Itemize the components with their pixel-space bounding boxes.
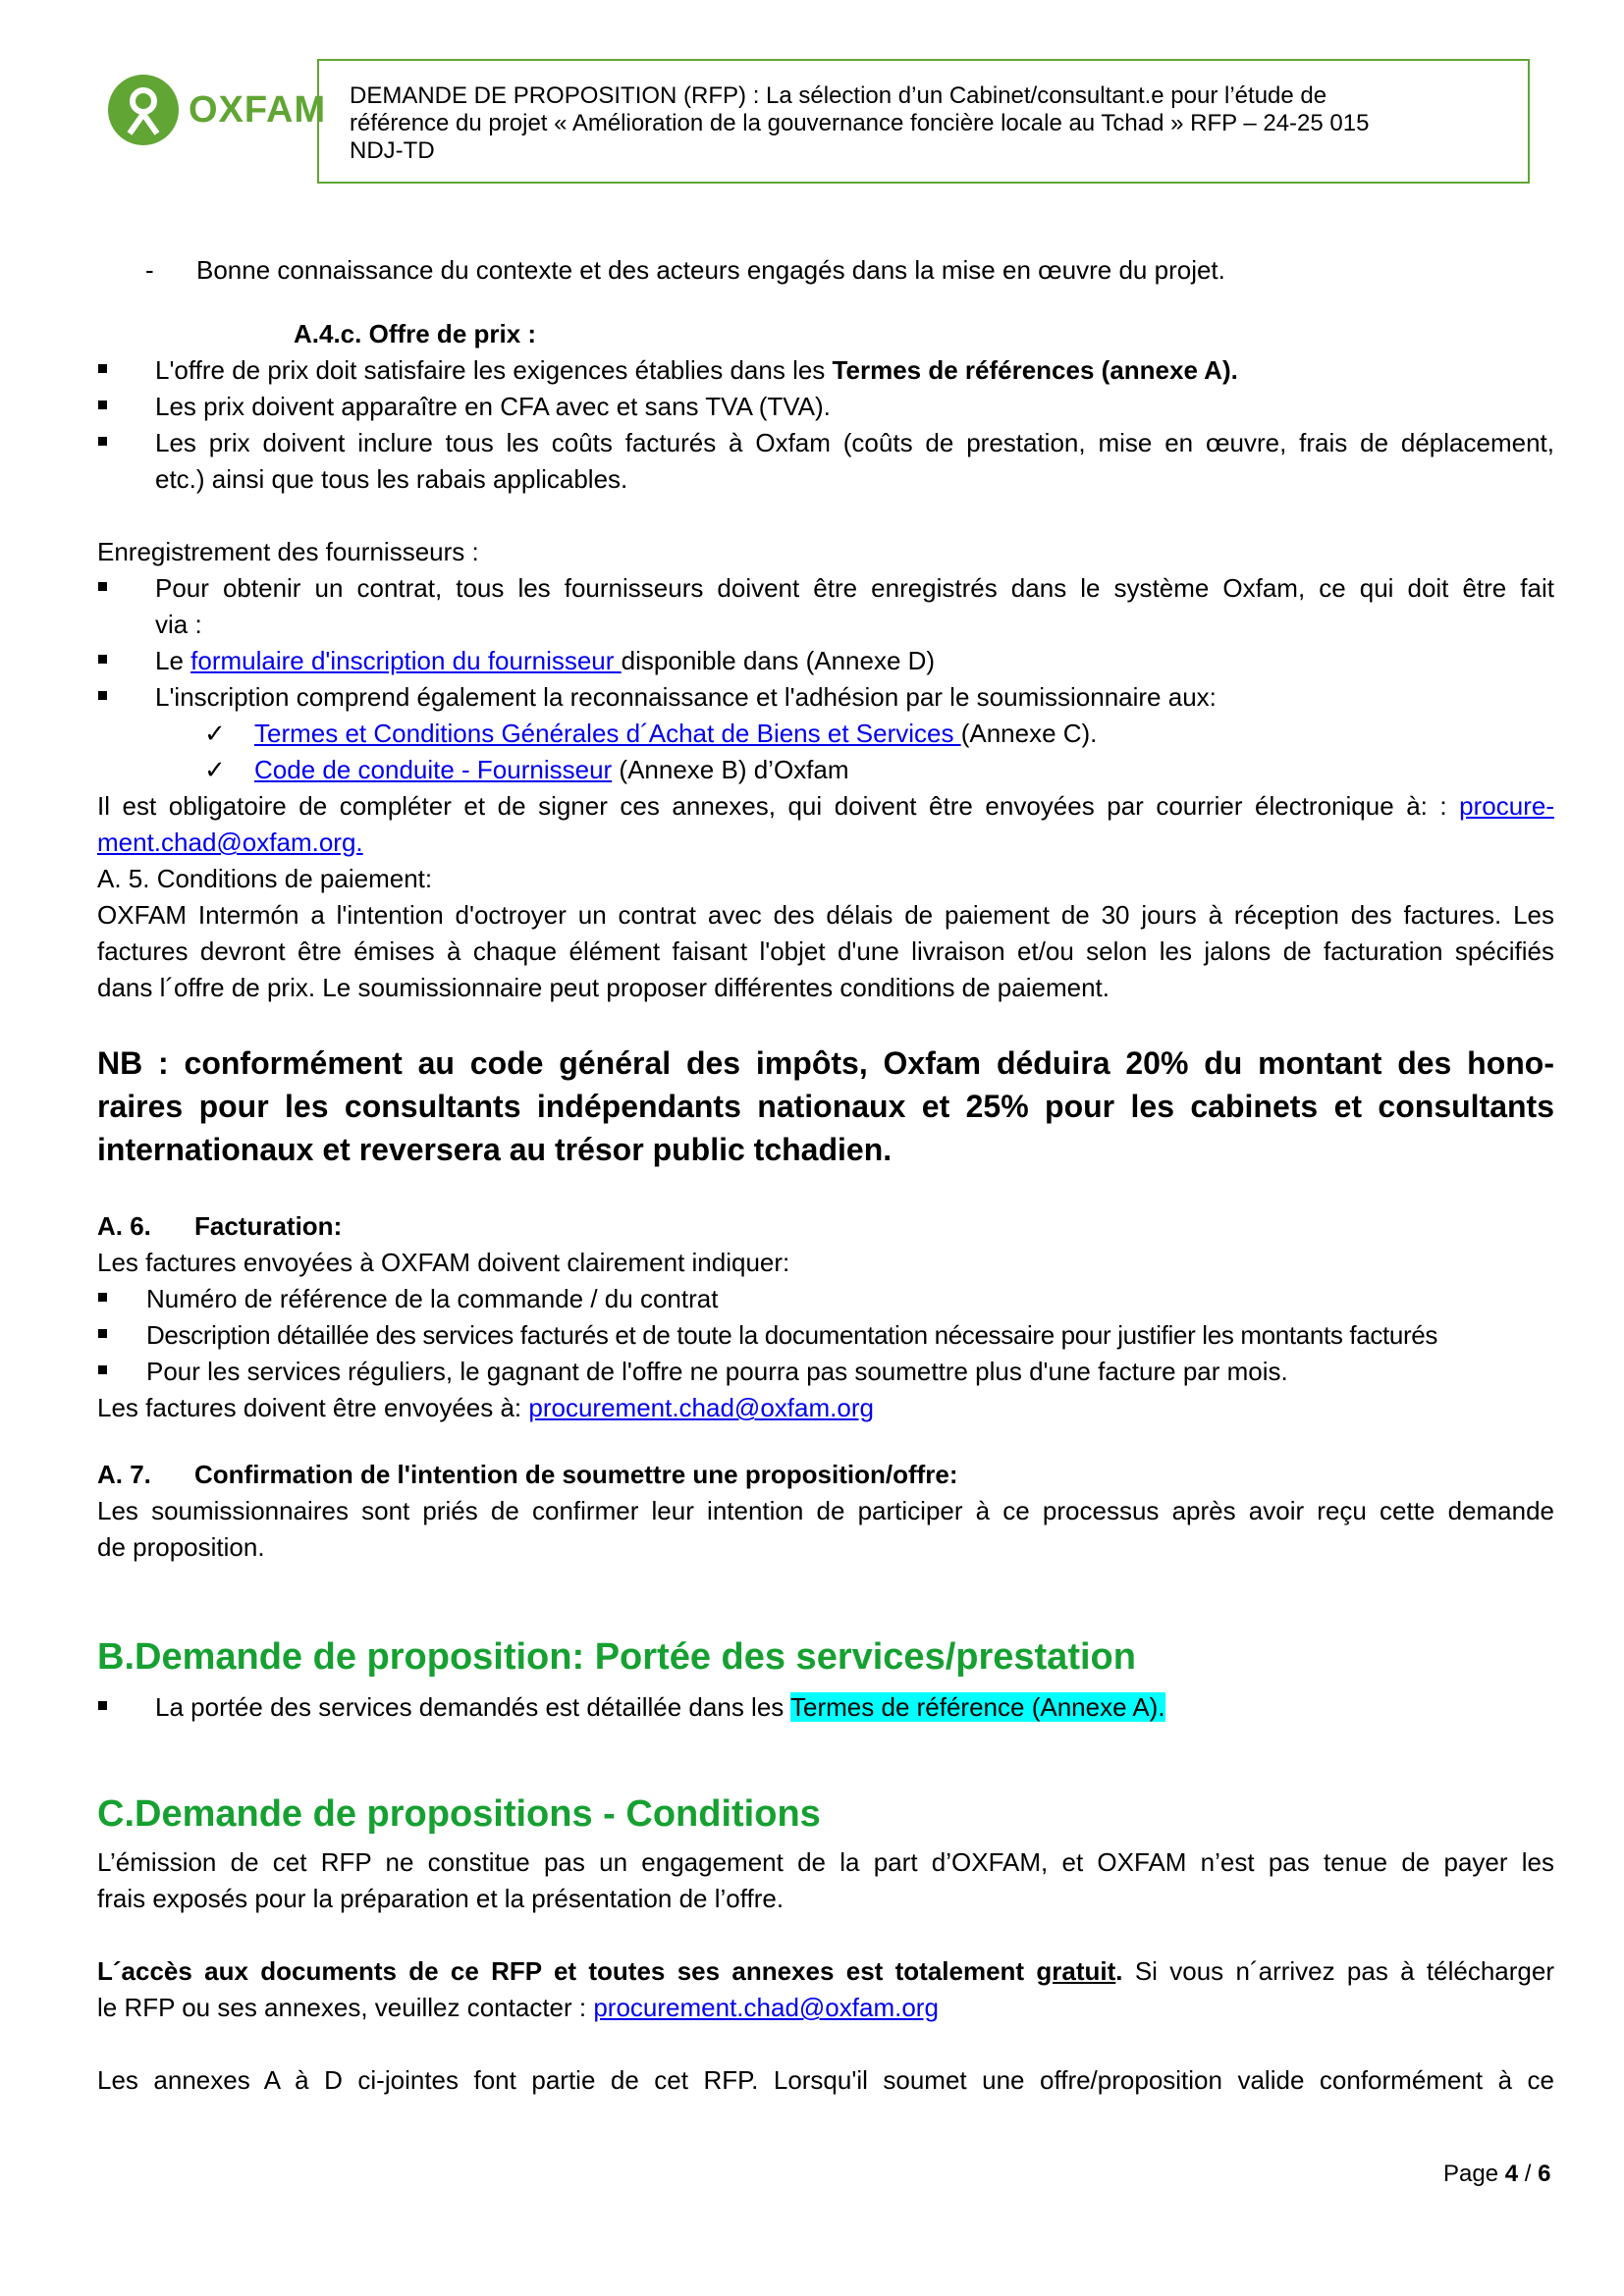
checkmark-icon: ✓ bbox=[204, 719, 226, 748]
invoicing-number: A. 6. bbox=[97, 1211, 151, 1241]
header-line-1: DEMANDE DE PROPOSITION (RFP) : La sélection d’un Cabinet/consultant.e pour l’étude de bbox=[350, 82, 1327, 109]
section-c-p1-line-2: frais exposés pour la préparation et la présentation de l’offre. bbox=[97, 1884, 785, 1913]
contact-email-link[interactable]: procurement.chad@oxfam.org bbox=[593, 1993, 939, 2022]
header-line-3: NDJ-TD bbox=[350, 137, 435, 164]
page-number: Page 4 / 6 bbox=[1443, 2161, 1551, 2187]
bullet bbox=[98, 364, 107, 373]
supplier-form-link[interactable]: formulaire d'inscription du fournisseur bbox=[190, 646, 622, 675]
registration-bullet-1-line-1: Pour obtenir un contrat, tous les fournisseurs doivent être enregistrés dans le système Oxfam, ce qui doit être fait bbox=[155, 573, 1554, 603]
code-of-conduct-link[interactable]: Code de conduite - Fournisseur bbox=[254, 755, 613, 784]
terms-conditions-link[interactable]: Termes et Conditions Générales d´Achat de Biens et Services bbox=[254, 719, 961, 748]
offre-heading: A.4.c. Offre de prix : bbox=[294, 319, 537, 348]
nb-line-1: NB : conformément au code général des impôts, Oxfam déduira 20% du montant des hono- bbox=[97, 1045, 1554, 1081]
document-header bbox=[317, 59, 1530, 184]
invoicing-send: Les factures doivent être envoyées à: procurement.chad@oxfam.org bbox=[97, 1393, 874, 1422]
highlighted-reference: Termes de référence (Annexe A). bbox=[790, 1692, 1165, 1722]
section-b-heading: B.Demande de proposition: Portée des services/prestation bbox=[97, 1636, 1136, 1678]
payment-title: A. 5. Conditions de paiement: bbox=[97, 864, 433, 893]
offre-bullet-3-line-1: Les prix doivent inclure tous les coûts facturés à Oxfam (coûts de prestation, mise en œuvre, frais de déplacement, bbox=[155, 428, 1554, 457]
bullet bbox=[98, 691, 107, 700]
registration-bullet-1-line-2: via : bbox=[155, 610, 202, 639]
check-item-2: Code de conduite - Fournisseur (Annexe B) d’Oxfam bbox=[254, 755, 849, 784]
nb-line-3: internationaux et reversera au trésor public tchadien. bbox=[97, 1132, 893, 1167]
payment-line-2: factures devront être émises à chaque élément faisant l'objet d'une livraison et/ou selon les jalons de facturation spécifiés bbox=[97, 936, 1554, 966]
confirmation-line-2: de proposition. bbox=[97, 1532, 265, 1562]
header-line-2: référence du projet « Amélioration de la gouvernance foncière locale au Tchad » RFP – 24-25 015 bbox=[350, 110, 1370, 136]
check-item-1: Termes et Conditions Générales d´Achat de Biens et Services (Annexe C). bbox=[254, 719, 1098, 748]
procurement-email-link-part-2[interactable]: ment.chad@oxfam.org. bbox=[97, 828, 363, 857]
checkmark-icon: ✓ bbox=[204, 755, 226, 784]
bullet bbox=[98, 655, 107, 664]
confirmation-title: Confirmation de l'intention de soumettre une proposition/offre: bbox=[194, 1460, 958, 1489]
nb-line-2: raires pour les consultants indépendants nationaux et 25% pour les cabinets et consultants bbox=[97, 1089, 1554, 1124]
payment-line-1: OXFAM Intermón a l'intention d'octroyer un contrat avec des délais de paiement de 30 jours à réception des factures. Les bbox=[97, 900, 1554, 930]
invoicing-email-link[interactable]: procurement.chad@oxfam.org bbox=[528, 1393, 874, 1422]
offre-bullet-3-line-2: etc.) ainsi que tous les rabais applicables. bbox=[155, 464, 628, 494]
section-c-p2-line-2: le RFP ou ses annexes, veuillez contacter : procurement.chad@oxfam.org bbox=[97, 1993, 939, 2022]
procurement-email-link-part-1[interactable]: procure- bbox=[1459, 791, 1554, 821]
invoicing-intro: Les factures envoyées à OXFAM doivent clairement indiquer: bbox=[97, 1248, 790, 1277]
oxfam-logo bbox=[108, 75, 326, 145]
bullet bbox=[98, 1293, 107, 1302]
bullet bbox=[98, 582, 107, 591]
section-b-bullet: La portée des services demandés est détaillée dans les Termes de référence (Annexe A). bbox=[155, 1692, 1165, 1722]
confirmation-number: A. 7. bbox=[97, 1460, 151, 1489]
payment-line-3: dans l´offre de prix. Le soumissionnaire peut proposer différentes conditions de paiement. bbox=[97, 973, 1110, 1002]
registration-bullet-3: L'inscription comprend également la reconnaissance et l'adhésion par le soumissionnaire aux: bbox=[155, 682, 1217, 712]
invoicing-bullet-3: Pour les services réguliers, le gagnant de l'offre ne pourra pas soumettre plus d'une facture par mois. bbox=[146, 1357, 1288, 1386]
registration-title: Enregistrement des fournisseurs : bbox=[97, 537, 479, 566]
invoicing-bullet-2: Description détaillée des services facturés et de toute la documentation nécessaire pour justifier les montants facturés bbox=[146, 1320, 1438, 1350]
offre-bullet-2: Les prix doivent apparaître en CFA avec et sans TVA (TVA). bbox=[155, 392, 831, 421]
bullet bbox=[98, 1701, 107, 1710]
obligation-line-1: Il est obligatoire de compléter et de signer ces annexes, qui doivent être envoyées par courrier électronique à: : procure- bbox=[97, 791, 1554, 821]
dash-marker: - bbox=[145, 255, 154, 285]
bullet bbox=[98, 400, 107, 409]
registration-bullet-2: Le formulaire d'inscription du fournisseur disponible dans (Annexe D) bbox=[155, 646, 936, 675]
offre-bullet-1: L'offre de prix doit satisfaire les exigences établies dans les Termes de références (annexe A). bbox=[155, 355, 1238, 385]
section-c-heading: C.Demande de propositions - Conditions bbox=[97, 1793, 821, 1835]
logo-text: OXFAM bbox=[189, 88, 327, 131]
oxfam-logo-icon bbox=[108, 75, 179, 145]
bullet bbox=[98, 437, 107, 446]
bullet bbox=[98, 1329, 107, 1338]
section-c-p1-line-1: L’émission de cet RFP ne constitue pas un engagement de la part d’OXFAM, et OXFAM n’est pas tenue de payer les bbox=[97, 1847, 1554, 1877]
confirmation-line-1: Les soumissionnaires sont priés de confirmer leur intention de participer à ce processus après avoir reçu cette demande bbox=[97, 1496, 1554, 1525]
dash-item: Bonne connaissance du contexte et des acteurs engagés dans la mise en œuvre du projet. bbox=[196, 255, 1225, 285]
bullet bbox=[98, 1365, 107, 1374]
section-c-p2-line-1: L´accès aux documents de ce RFP et toutes ses annexes est totalement gratuit. Si vous n´arrivez pas à télécharger bbox=[97, 1956, 1554, 1986]
invoicing-title: Facturation: bbox=[194, 1211, 343, 1241]
section-c-p3-line-1: Les annexes A à D ci-jointes font partie de cet RFP. Lorsqu'il soumet une offre/proposition valide conformément à ce bbox=[97, 2065, 1554, 2095]
obligation-line-2 bbox=[97, 825, 363, 861]
invoicing-bullet-1: Numéro de référence de la commande / du contrat bbox=[146, 1284, 719, 1313]
